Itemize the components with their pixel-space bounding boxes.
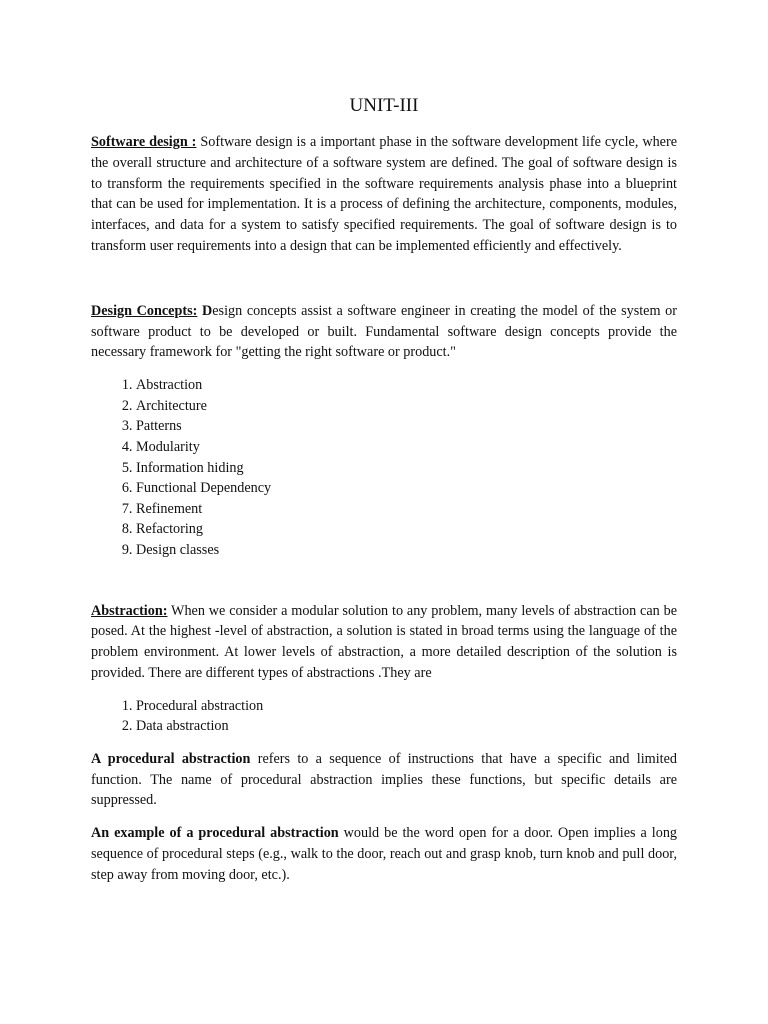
procedural-abstraction-text: refers to a sequence of instructions that have a specific and limited function. The name of procedural abstraction implies these functions, but specific details are suppressed. [91, 750, 677, 809]
software-design-paragraph [91, 132, 677, 257]
list-item: 7. Refinement [136, 499, 677, 520]
list-item: 3. Patterns [136, 416, 677, 437]
design-concepts-list [91, 375, 677, 560]
list-item: 8. Refactoring [136, 519, 677, 540]
list-item: 6. Functional Dependency [136, 478, 677, 499]
software-design-text: Software design is a important phase in the software development life cycle, where the overall structure and architecture of a software system are defined. The goal of software design is to transform the requirements specified in the software requirements analysis phase into a blueprint that can be used for implementation. It is a process of defining the architecture, components, modules, interfaces, and data for a system to satisfy specified requirements. The goal of software design is to transform user requirements into a design that can be implemented efficiently and effectively. [91, 134, 677, 254]
design-concepts-paragraph [91, 301, 677, 363]
page-title: UNIT-III [349, 95, 419, 116]
procedural-abstraction-paragraph [91, 749, 677, 811]
example-paragraph [91, 823, 677, 885]
list-item: 5. Information hiding [136, 458, 677, 479]
abstraction-types-list [91, 696, 677, 737]
example-text: would be the word open for a door. Open implies a long sequence of procedural steps (e.g., walk to the door, reach out and grasp knob, turn knob and pull door, step away from moving door, etc.). [91, 825, 678, 883]
example-term: An example of a procedural abstraction [91, 825, 339, 842]
software-design-term: Software design : [91, 134, 197, 150]
abstraction-paragraph [91, 601, 677, 684]
list-item: 1. Abstraction [136, 375, 677, 396]
procedural-abstraction-term: A procedural abstraction [91, 750, 251, 767]
list-item: 4. Modularity [136, 437, 677, 458]
list-item: 2. Architecture [136, 396, 677, 417]
abstraction-term: Abstraction: [91, 602, 168, 619]
list-item: 9. Design classes [136, 540, 677, 561]
design-concepts-term: Design Concepts: [91, 302, 198, 319]
list-item: 2. Data abstraction [136, 716, 677, 737]
list-item: 1. Procedural abstraction [136, 696, 677, 717]
design-concepts-text: esign concepts assist a software engineer in creating the model of the system or software product to be developed or built. Fundamental software design concepts provide the necessary framework for "getting the right software or product." [91, 302, 677, 361]
page-content [91, 94, 677, 886]
design-concepts-lead-letter: D [197, 302, 213, 319]
abstraction-text: When we consider a modular solution to any problem, many levels of abstraction can be posed. At the highest -level of abstraction, a solution is stated in broad terms using the language of the problem environment. At lower levels of abstraction, a more detailed description of the solution is provided. There are different types of abstractions .They are [91, 602, 677, 681]
